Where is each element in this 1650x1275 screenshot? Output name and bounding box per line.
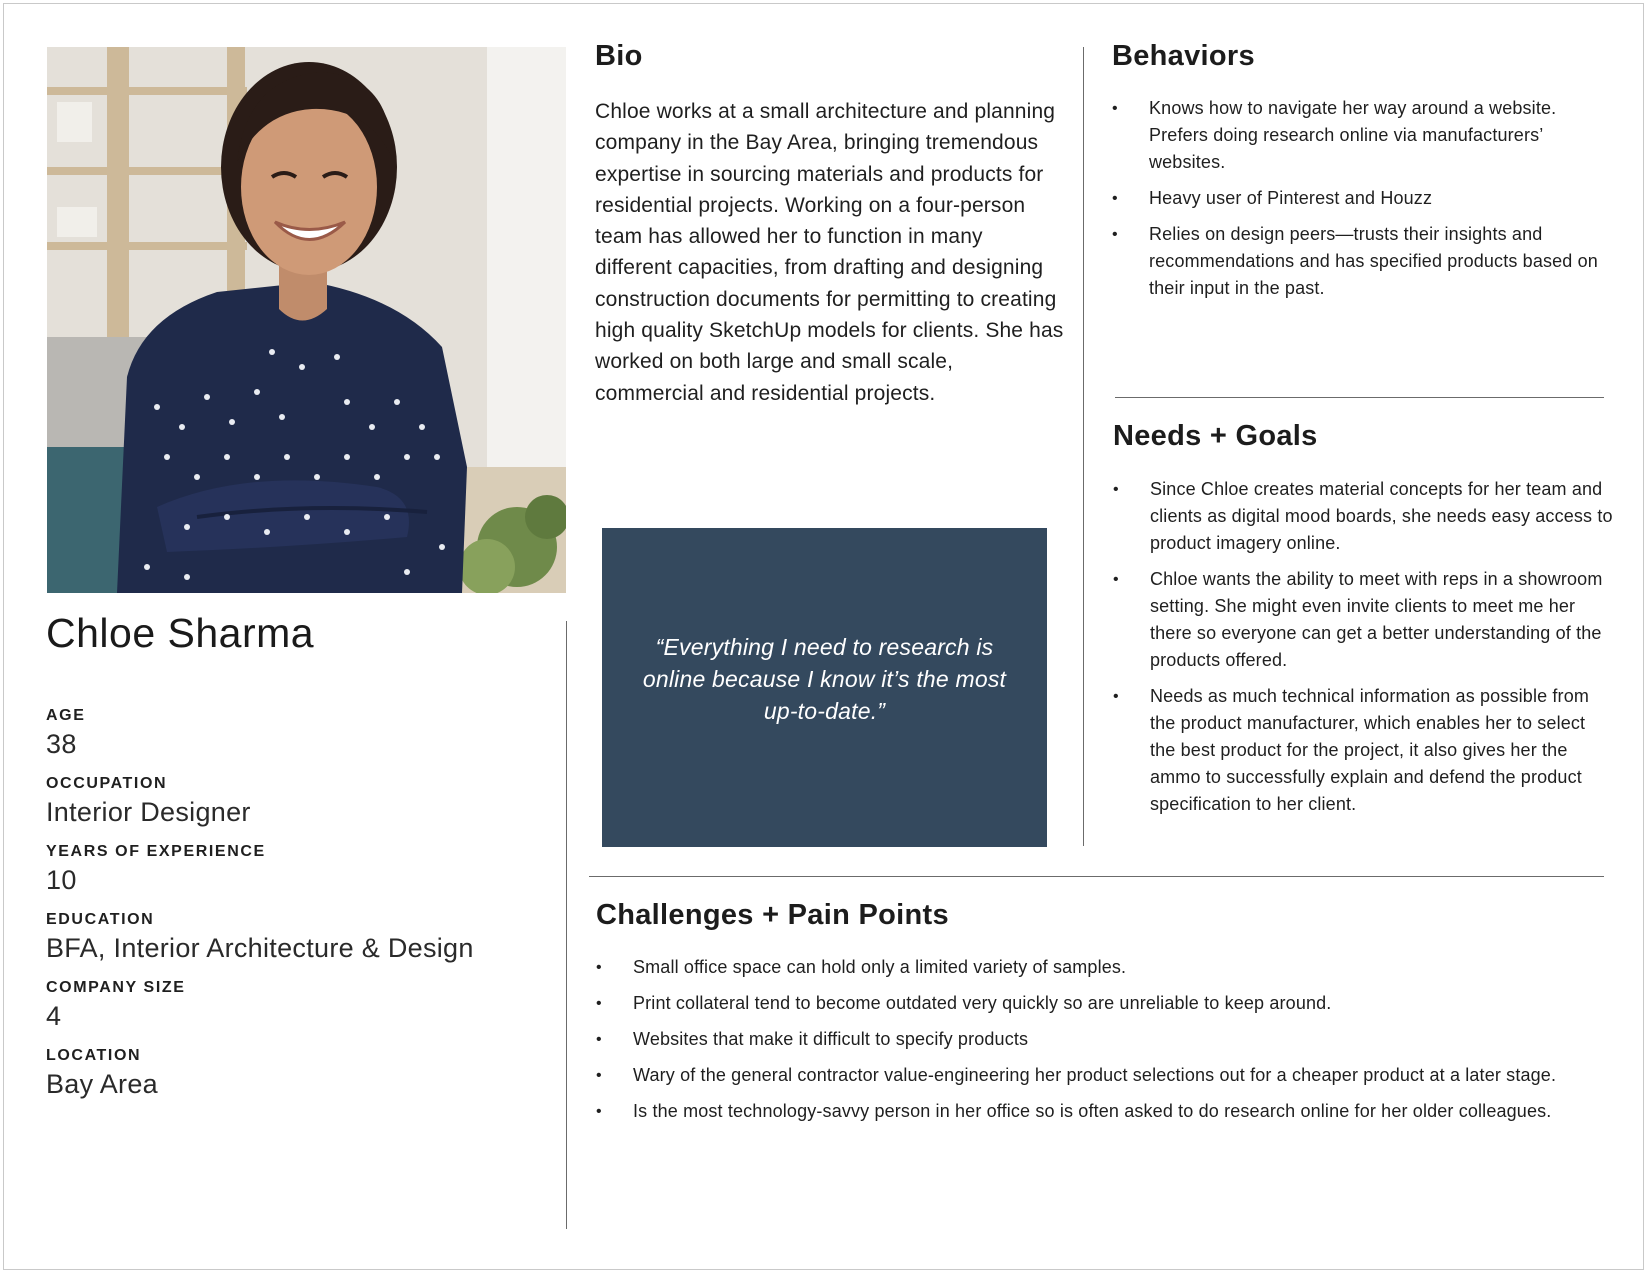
persona-photo bbox=[47, 47, 566, 593]
list-item: • Chloe wants the ability to meet with reps in a showroom setting. She might even invite clients to meet me her there so everyone can get a better understanding of the products offered. bbox=[1113, 566, 1613, 674]
attribute-label: COMPANY SIZE bbox=[46, 979, 186, 996]
attribute-company-size bbox=[46, 978, 546, 1033]
quote-text: “Everything I need to research is online because I know it’s the most up-to-date.” bbox=[642, 633, 1007, 724]
quote-box bbox=[602, 528, 1047, 847]
challenges-heading: Challenges + Pain Points bbox=[596, 899, 949, 931]
bio-heading: Bio bbox=[595, 40, 643, 72]
behaviors-list bbox=[1112, 95, 1617, 311]
left-column-divider bbox=[566, 621, 567, 1229]
list-item: • Needs as much technical information as possible from the product manufacturer, which enables her to select the best product for the project, it also gives her the ammo to successfully explain and defend the product specification to her client. bbox=[1113, 683, 1613, 818]
list-item: • Small office space can hold only a limited variety of samples. bbox=[596, 954, 1596, 981]
attribute-occupation bbox=[46, 774, 546, 829]
attribute-label: AGE bbox=[46, 707, 86, 724]
attribute-label: EDUCATION bbox=[46, 911, 155, 928]
list-item: • Is the most technology-savvy person in her office so is often asked to do research online for her older colleagues. bbox=[596, 1098, 1596, 1125]
persona-attributes bbox=[46, 706, 546, 1114]
attribute-experience bbox=[46, 842, 546, 897]
needs-goals-list bbox=[1113, 476, 1613, 827]
attribute-value: Bay Area bbox=[46, 1069, 158, 1099]
list-item: • Wary of the general contractor value-engineering her product selections out for a cheaper product at a later stage. bbox=[596, 1062, 1596, 1089]
attribute-label: YEARS OF EXPERIENCE bbox=[46, 843, 266, 860]
list-item: • Print collateral tend to become outdated very quickly so are unreliable to keep around. bbox=[596, 990, 1596, 1017]
attribute-age bbox=[46, 706, 546, 761]
list-item: • Relies on design peers—trusts their insights and recommendations and has specified products based on their input in the past. bbox=[1112, 221, 1617, 302]
needs-section-divider bbox=[1115, 397, 1604, 398]
attribute-location bbox=[46, 1046, 546, 1101]
attribute-value: BFA, Interior Architecture & Design bbox=[46, 933, 474, 963]
behaviors-heading: Behaviors bbox=[1112, 40, 1255, 72]
middle-column-divider bbox=[1083, 47, 1084, 846]
attribute-value: 10 bbox=[46, 865, 77, 895]
attribute-value: 4 bbox=[46, 1001, 62, 1031]
attribute-label: OCCUPATION bbox=[46, 775, 168, 792]
persona-name: Chloe Sharma bbox=[46, 610, 315, 656]
list-item: • Websites that make it difficult to specify products bbox=[596, 1026, 1596, 1053]
attribute-value: 38 bbox=[46, 729, 77, 759]
list-item: • Knows how to navigate her way around a website. Prefers doing research online via manufacturers’ websites. bbox=[1112, 95, 1617, 176]
attribute-education bbox=[46, 910, 546, 965]
challenges-list bbox=[596, 954, 1596, 1134]
attribute-value: Interior Designer bbox=[46, 797, 251, 827]
challenges-section-divider bbox=[589, 876, 1604, 877]
needs-goals-heading: Needs + Goals bbox=[1113, 420, 1318, 452]
list-item: • Since Chloe creates material concepts for her team and clients as digital mood boards, she needs easy access to product imagery online. bbox=[1113, 476, 1613, 557]
list-item: • Heavy user of Pinterest and Houzz bbox=[1112, 185, 1617, 212]
attribute-label: LOCATION bbox=[46, 1047, 142, 1064]
bio-text: Chloe works at a small architecture and planning company in the Bay Area, bringing tremendous expertise in sourcing materials and products for residential projects. Working on a four-person team has allowed her to function in many different capacities, from drafting and designing construction documents for permitting to creating high quality SketchUp models for clients. She has worked on both large and small scale, commercial and residential projects. bbox=[595, 100, 1064, 405]
